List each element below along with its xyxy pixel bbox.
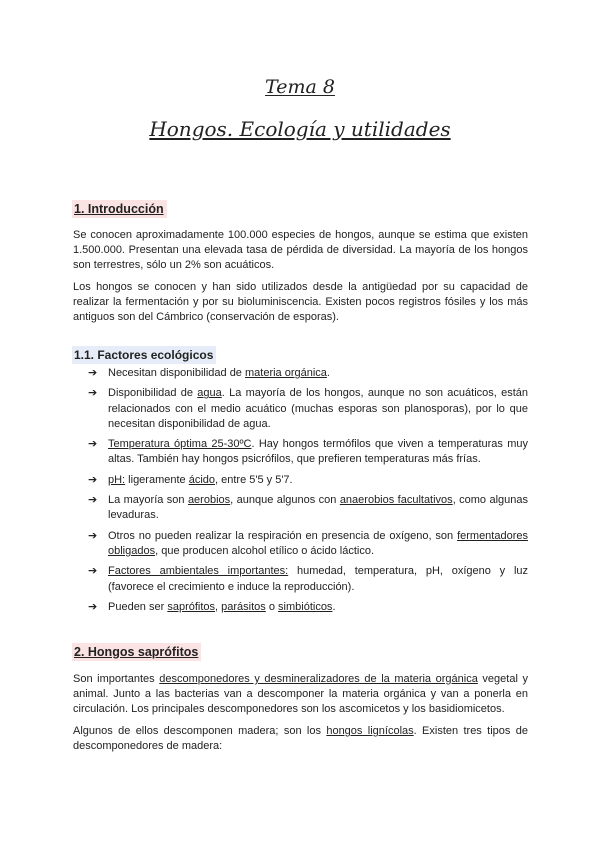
factors-list bbox=[88, 366, 528, 620]
list-item: ➔ Factores ambientales importantes: humedad, temperatura, pH, oxígeno y luz (favorece el crecimiento e induce la reproducción). bbox=[88, 565, 529, 593]
document-title: Tema 8 bbox=[265, 76, 335, 98]
list-item: ➔ La mayoría son aerobios, aunque algunos con anaerobios facultativos, como algunas levaduras. bbox=[88, 494, 528, 522]
arrow-right-icon: ➔ bbox=[88, 387, 98, 400]
arrow-right-icon: ➔ bbox=[88, 438, 98, 451]
section-heading-saprofitos: 2. Hongos saprófitos bbox=[72, 643, 201, 661]
list-item: ➔ Disponibilidad de agua. La mayoría de los hongos, aunque no son acuáticos, están relacionados con el medio acuático (muchas esporas son planosporas), por lo que necesitan disponibilidad de agua. bbox=[88, 387, 528, 430]
intro-paragraph-2: Los hongos se conocen y han sido utilizados desde la antigüedad por su capacidad de realizar la fermentación y por su bioluminiscencia. Existen pocos registros fósiles y los más antiguos son del Cámbrico (conservación de esporas). bbox=[73, 281, 528, 324]
intro-paragraph-1: Se conocen aproximadamente 100.000 especies de hongos, aunque se estima que existen 1.500.000. Presentan una elevada tasa de pérdida de diversidad. La mayoría de los hongos son terrestres, sólo un 2% son acuáticos. bbox=[73, 229, 528, 272]
arrow-right-icon: ➔ bbox=[88, 529, 98, 542]
section-heading-introduccion: 1. Introducción bbox=[72, 200, 167, 218]
arrow-right-icon: ➔ bbox=[88, 600, 98, 613]
arrow-right-icon: ➔ bbox=[88, 494, 98, 507]
list-item: ➔ Otros no pueden realizar la respiración en presencia de oxígeno, son fermentadores obligados, que producen alcohol etílico o ácido láctico. bbox=[88, 529, 528, 557]
list-item: ➔ Temperatura óptima 25-30ºC. Hay hongos termófilos que viven a temperaturas muy altas. También hay hongos psicrófilos, que prefieren temperaturas más frías. bbox=[88, 438, 528, 466]
arrow-right-icon: ➔ bbox=[88, 367, 98, 379]
document-subtitle: Hongos. Ecología y utilidades bbox=[149, 117, 451, 141]
list-item: ➔ Pueden ser saprófitos, parásitos o simbióticos. bbox=[88, 600, 528, 615]
list-item: ➔ Necesitan disponibilidad de materia orgánica. bbox=[88, 366, 528, 381]
arrow-right-icon: ➔ bbox=[88, 473, 98, 486]
arrow-right-icon: ➔ bbox=[88, 565, 98, 578]
subsection-heading-factores: 1.1. Factores ecológicos bbox=[72, 346, 216, 364]
saprofitos-paragraph-2: Algunos de ellos descomponen madera; son los hongos lignícolas. Existen tres tipos de descomponedores de madera: bbox=[73, 725, 528, 753]
list-item: ➔ pH: ligeramente ácido, entre 5'5 y 5'7. bbox=[88, 473, 528, 488]
saprofitos-paragraph-1: Son importantes descomponedores y desmineralizadores de la materia orgánica vegetal y animal. Junto a las bacterias van a descomponer la materia orgánica y van a ponerla en circulación. Los principales descomponedores son los ascomicetos y los basidiomicetos. bbox=[73, 673, 528, 716]
